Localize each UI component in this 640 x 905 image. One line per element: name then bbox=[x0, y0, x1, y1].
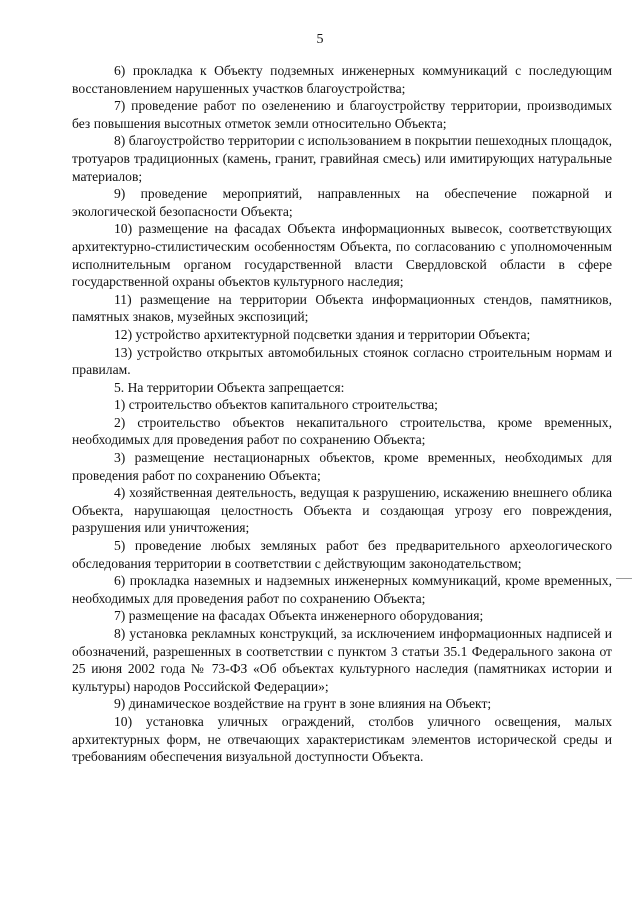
section-heading: 5. На территории Объекта запрещается: bbox=[114, 379, 345, 395]
paragraph: 5) проведение любых земляных работ без предварительного археологического обследования территории в соответствии с действующим законодательством; bbox=[72, 538, 612, 571]
paragraph: 1) строительство объектов капитального строительства; bbox=[114, 397, 438, 413]
paragraph: 9) динамическое воздействие на грунт в зоне влияния на Объект; bbox=[114, 696, 492, 712]
paragraph: 3) размещение нестационарных объектов, кроме временных, необходимых для проведения работ по сохранению Объекта; bbox=[72, 450, 612, 483]
paragraph: 10) установка уличных ограждений, столбов уличного освещения, малых архитектурных форм, не отвечающих характеристикам элементов исторической среды и требованиям обеспечения визуальной доступности Объекта. bbox=[72, 713, 612, 765]
paragraph: 2) строительство объектов некапитального строительства, кроме временных, необходимых для проведения работ по сохранению Объекта; bbox=[72, 414, 612, 448]
paragraph: 8) установка рекламных конструкций, за исключением информационных надписей и обозначений, разрешенных в соответствии с пунктом 3 статьи 35.1 Федерального закона от 25 июня 2002 года № 73-ФЗ «Об объектах культурного наследия (памятниках истории и культуры) народов Российской Федерации»; bbox=[72, 626, 612, 694]
paragraph: 4) хозяйственная деятельность, ведущая к разрушению, искажению внешнего облика Объекта, нарушающая целостность Объекта и создающая угрозу его повреждения, разрушения или уничтожения; bbox=[72, 485, 612, 536]
paragraph: 7) размещение на фасадах Объекта инженерного оборудования; bbox=[114, 608, 484, 624]
paragraph: 13) устройство открытых автомобильных стоянок согласно строительным нормам и правилам. bbox=[72, 344, 612, 378]
paragraph: 11) размещение на территории Объекта информационных стендов, памятников, памятных знаков, музейных экспозиций; bbox=[72, 291, 612, 325]
page-number: 5 bbox=[316, 32, 324, 47]
paragraph: 12) устройство архитектурной подсветки здания и территории Объекта; bbox=[114, 326, 531, 342]
paragraph: 6) прокладка наземных и надземных инженерных коммуникаций, кроме временных, необходимых для проведения работ по сохранению Объекта; bbox=[72, 573, 612, 606]
scan-edge-mark bbox=[616, 578, 632, 579]
paragraph: 6) прокладка к Объекту подземных инженерных коммуникаций с последующим восстановлением нарушенных участков благоустройства; bbox=[72, 63, 612, 96]
paragraph: 9) проведение мероприятий, направленных на обеспечение пожарной и экологической безопасности Объекта; bbox=[72, 186, 612, 219]
paragraph: 7) проведение работ по озеленению и благоустройству территории, производимых без повышения высотных отметок земли относительно Объекта; bbox=[72, 98, 612, 131]
paragraph: 10) размещение на фасадах Объекта информационных вывесок, соответствующих архитектурно-стилистическим особенностям Объекта, по согласованию с уполномоченным исполнительным органом государственной власти Свердловской области в сфере государственной охраны объектов культурного наследия; bbox=[72, 221, 612, 290]
document-body bbox=[72, 62, 612, 766]
paragraph: 8) благоустройство территории с использованием в покрытии пешеходных площадок, тротуаров традиционных (камень, гранит, гравийная смесь) или имитирующих натуральные материалов; bbox=[72, 133, 612, 184]
